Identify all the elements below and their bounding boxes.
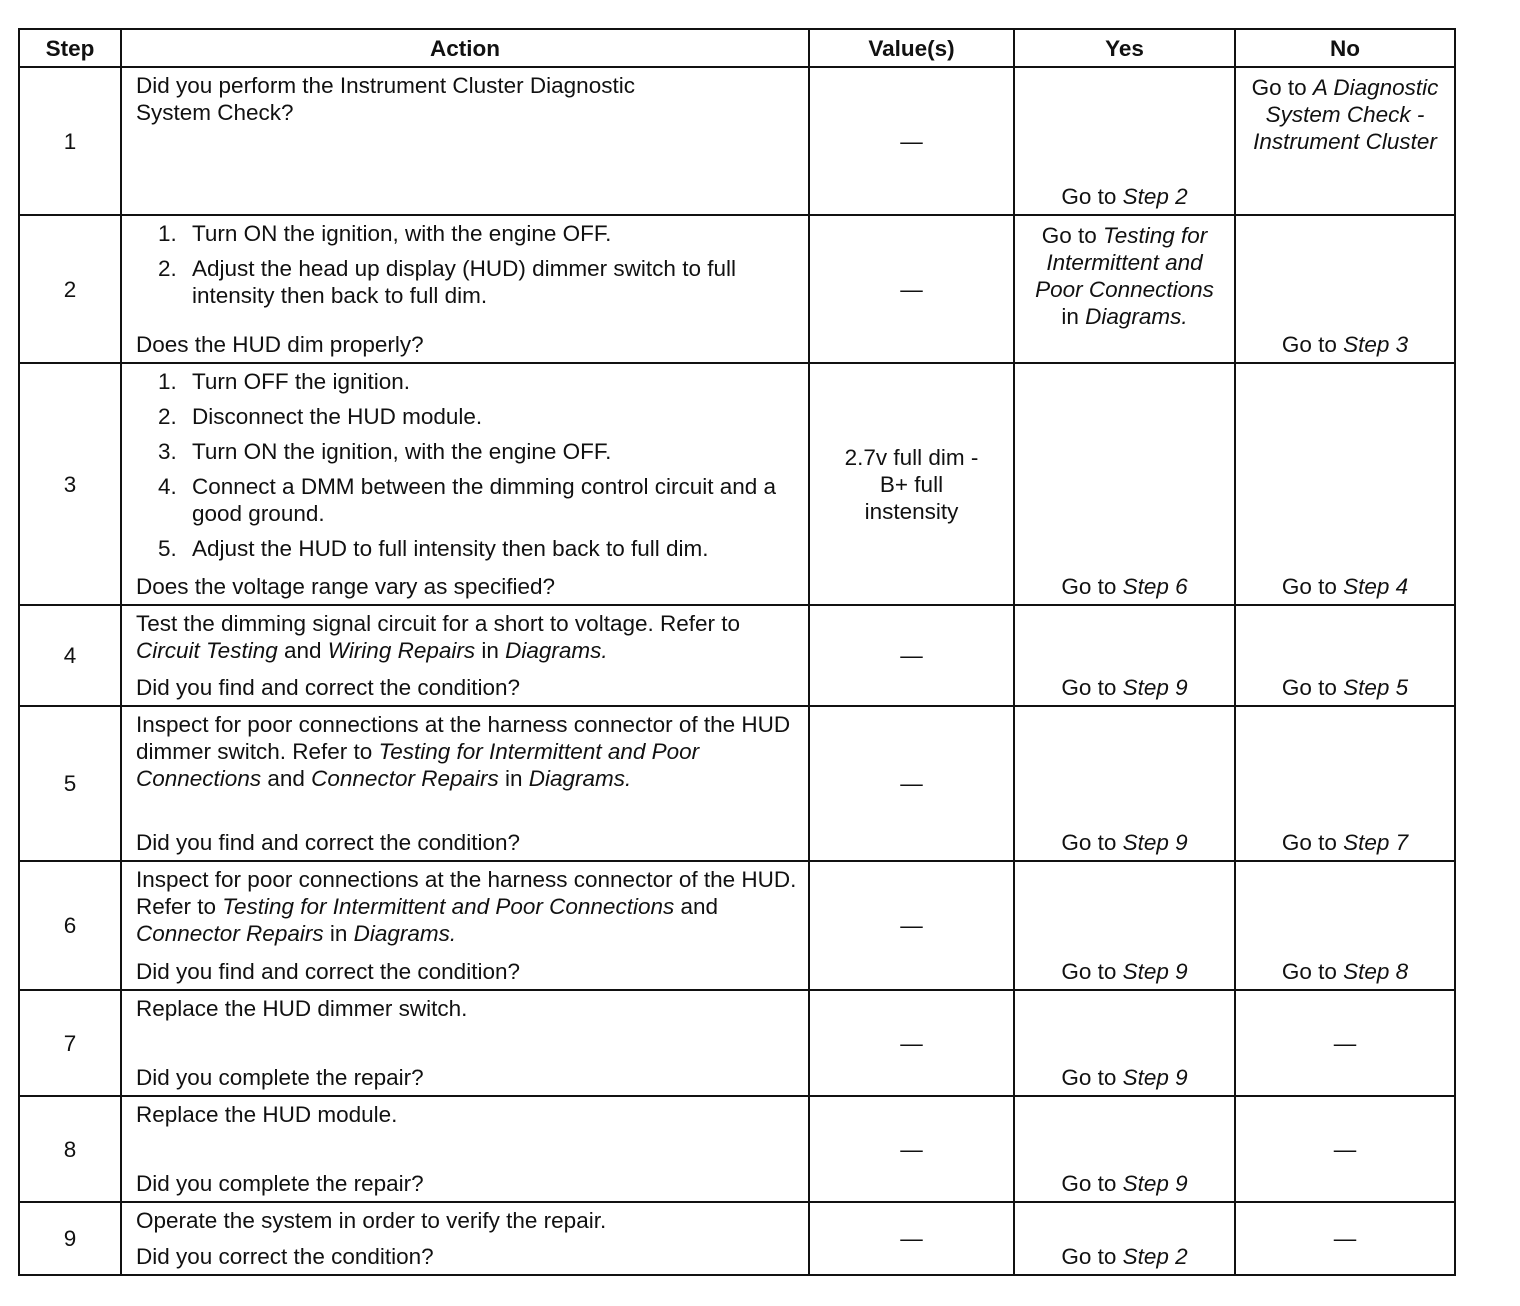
action-cell <box>121 363 809 605</box>
header-no: No <box>1235 29 1455 67</box>
yes-cell <box>1014 67 1235 215</box>
list-item: 1. Turn ON the ignition, with the engine OFF. <box>158 221 612 246</box>
list-item: 5. Adjust the HUD to full intensity then back to full dim. <box>158 536 709 561</box>
table-row <box>19 861 1455 990</box>
action-question: Did you find and correct the condition? <box>136 959 520 984</box>
yes-cell: Go to Testing for Intermittent and Poor Connections in Diagrams. <box>1014 215 1235 363</box>
step-number: 6 <box>19 861 121 990</box>
action-text: Inspect for poor connections at the harness connector of the HUD. Refer to Testing for Intermittent and Poor Connections and Connector Repairs in Diagrams. <box>136 867 797 946</box>
step-number: 7 <box>19 990 121 1096</box>
action-question: Did you find and correct the condition? <box>136 675 520 700</box>
table-row <box>19 215 1455 363</box>
no-ref: A Diagnostic System Check - Instrument Cluster <box>1253 75 1439 154</box>
action-text: Operate the system in order to verify the repair. <box>136 1208 607 1233</box>
action-cell <box>121 67 809 215</box>
yes-prefix: Go to <box>1061 184 1123 209</box>
yes-cell: Go to Step 9 <box>1014 990 1235 1096</box>
no-cell <box>1235 67 1455 215</box>
yes-cell: Go to Step 9 <box>1014 1096 1235 1202</box>
header-values: Value(s) <box>809 29 1014 67</box>
yes-cell: Go to Step 2 <box>1014 1202 1235 1275</box>
action-cell <box>121 861 809 990</box>
yes-cell: Go to Step 6 <box>1014 363 1235 605</box>
action-cell <box>121 605 809 706</box>
action-question: Does the HUD dim properly? <box>136 332 424 357</box>
action-question: Does the voltage range vary as specified? <box>136 574 555 599</box>
table-row <box>19 605 1455 706</box>
yes-cell: Go to Step 9 <box>1014 605 1235 706</box>
list-item: 4. Connect a DMM between the dimming control circuit and a good ground. <box>158 474 777 526</box>
action-question: Did you correct the condition? <box>136 1244 434 1269</box>
step-number: 1 <box>19 67 121 215</box>
list-item: 3. Turn ON the ignition, with the engine OFF. <box>158 439 612 464</box>
no-cell: Go to Step 5 <box>1235 605 1455 706</box>
table-row <box>19 706 1455 861</box>
value-cell: — <box>809 990 1014 1096</box>
action-steps-list <box>136 368 798 570</box>
action-question: Did you find and correct the condition? <box>136 830 520 855</box>
action-cell <box>121 706 809 861</box>
header-action: Action <box>121 29 809 67</box>
list-item: 2. Adjust the head up display (HUD) dimmer switch to full intensity then back to full dim. <box>158 256 736 308</box>
yes-ref: Step 2 <box>1122 184 1188 209</box>
yes-cell: Go to Step 9 <box>1014 706 1235 861</box>
value-cell: 2.7v full dim - B+ full instensity <box>809 363 1014 605</box>
value-cell: — <box>809 67 1014 215</box>
step-number: 2 <box>19 215 121 363</box>
action-cell <box>121 1096 809 1202</box>
list-item: 1. Turn OFF the ignition. <box>158 369 411 394</box>
value-cell: — <box>809 706 1014 861</box>
table-row <box>19 990 1455 1096</box>
table-row <box>19 363 1455 605</box>
value-cell: — <box>809 605 1014 706</box>
value-cell: — <box>809 1202 1014 1275</box>
step-number: 9 <box>19 1202 121 1275</box>
no-cell: Go to Step 8 <box>1235 861 1455 990</box>
no-cell: Go to Step 4 <box>1235 363 1455 605</box>
action-cell <box>121 990 809 1096</box>
action-question: Did you complete the repair? <box>136 1065 424 1090</box>
step-number: 8 <box>19 1096 121 1202</box>
diagnostic-table <box>18 28 1456 1276</box>
yes-cell: Go to Step 9 <box>1014 861 1235 990</box>
list-item: 2. Disconnect the HUD module. <box>158 404 483 429</box>
value-cell: — <box>809 215 1014 363</box>
no-cell: — <box>1235 990 1455 1096</box>
table-row <box>19 67 1455 215</box>
action-cell <box>121 1202 809 1275</box>
value-cell: — <box>809 861 1014 990</box>
action-cell <box>121 215 809 363</box>
action-text: Replace the HUD module. <box>136 1102 398 1127</box>
header-yes: Yes <box>1014 29 1235 67</box>
header-step: Step <box>19 29 121 67</box>
action-text: Replace the HUD dimmer switch. <box>136 996 468 1021</box>
action-text: Did you perform the Instrument Cluster Diagnostic System Check? <box>136 73 635 125</box>
action-question: Did you complete the repair? <box>136 1171 424 1196</box>
action-steps-list <box>136 220 798 317</box>
header-row <box>19 29 1455 67</box>
action-text: Test the dimming signal circuit for a short to voltage. Refer to Circuit Testing and Wiring Repairs in Diagrams. <box>136 611 741 663</box>
action-text: Inspect for poor connections at the harness connector of the HUD dimmer switch. Refer to Testing for Intermittent and Poor Connections and Connector Repairs in Diagrams. <box>136 712 791 791</box>
table-row <box>19 1202 1455 1275</box>
no-cell: — <box>1235 1096 1455 1202</box>
step-number: 3 <box>19 363 121 605</box>
no-cell: Go to Step 7 <box>1235 706 1455 861</box>
value-cell: — <box>809 1096 1014 1202</box>
no-prefix: Go to <box>1251 75 1313 100</box>
no-cell: — <box>1235 1202 1455 1275</box>
table-row <box>19 1096 1455 1202</box>
no-cell: Go to Step 3 <box>1235 215 1455 363</box>
step-number: 5 <box>19 706 121 861</box>
step-number: 4 <box>19 605 121 706</box>
